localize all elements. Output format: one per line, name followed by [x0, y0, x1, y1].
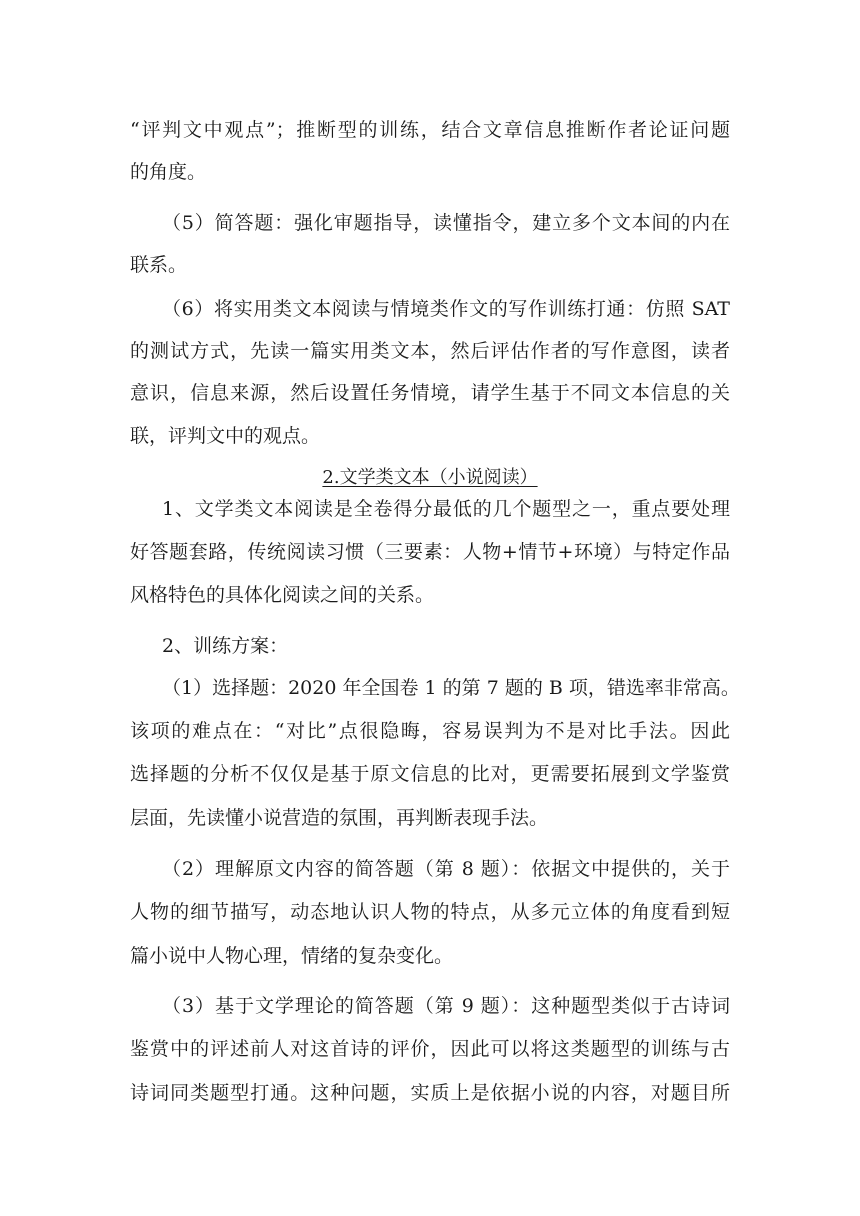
text-line: 联系。	[130, 254, 188, 276]
text-line: 联，评判文中的观点。	[130, 425, 321, 447]
text-line: 2、训练方案：	[162, 635, 289, 657]
text-line: （1）选择题：2020 年全国卷 1 的第 7 题的 B 项，错选率非常高。	[162, 677, 740, 699]
section-heading	[130, 466, 730, 490]
text-line: 1、文学类文本阅读是全卷得分最低的几个题型之一，重点要处理	[162, 498, 730, 520]
text-line: 好答题套路，传统阅读习惯（三要素：人物+情节+环境）与特定作品	[130, 541, 730, 563]
text-line: （6）将实用类文本阅读与情境类作文的写作训练打通：仿照 SAT	[162, 298, 730, 320]
text-line: （2）理解原文内容的简答题（第 8 题）：依据文中提供的，关于	[162, 858, 730, 880]
text-line: 层面，先读懂小说营造的氛围，再判断表现手法。	[130, 807, 549, 829]
text-line: 的测试方式，先读一篇实用类文本，然后评估作者的写作意图，读者	[130, 340, 730, 362]
text-line: 诗词同类题型打通。这种问题，实质上是依据小说的内容，对题目所	[130, 1082, 730, 1104]
section-heading-text: 2.文学类文本（小说阅读）	[322, 467, 538, 488]
text-line: （3）基于文学理论的简答题（第 9 题）：这种题型类似于古诗词	[162, 995, 730, 1017]
text-line: “评判文中观点”；推断型的训练，结合文章信息推断作者论证问题	[130, 119, 730, 141]
text-line: 选择题的分析不仅仅是基于原文信息的比对，更需要拓展到文学鉴赏	[130, 763, 730, 785]
text-line: 的角度。	[130, 161, 207, 183]
text-line: 人物的细节描写，动态地认识人物的特点，从多元立体的角度看到短	[130, 901, 730, 923]
text-line: （5）简答题：强化审题指导，读懂指令，建立多个文本间的内在	[162, 212, 730, 234]
text-line: 鉴赏中的评述前人对这首诗的评价，因此可以将这类题型的训练与古	[130, 1038, 730, 1060]
text-line: 该项的难点在：“对比”点很隐晦，容易误判为不是对比手法。因此	[130, 720, 730, 742]
text-line: 风格特色的具体化阅读之间的关系。	[130, 584, 435, 606]
text-line: 篇小说中人物心理，情绪的复杂变化。	[130, 945, 454, 967]
text-line: 意识，信息来源，然后设置任务情境，请学生基于不同文本信息的关	[130, 382, 730, 404]
